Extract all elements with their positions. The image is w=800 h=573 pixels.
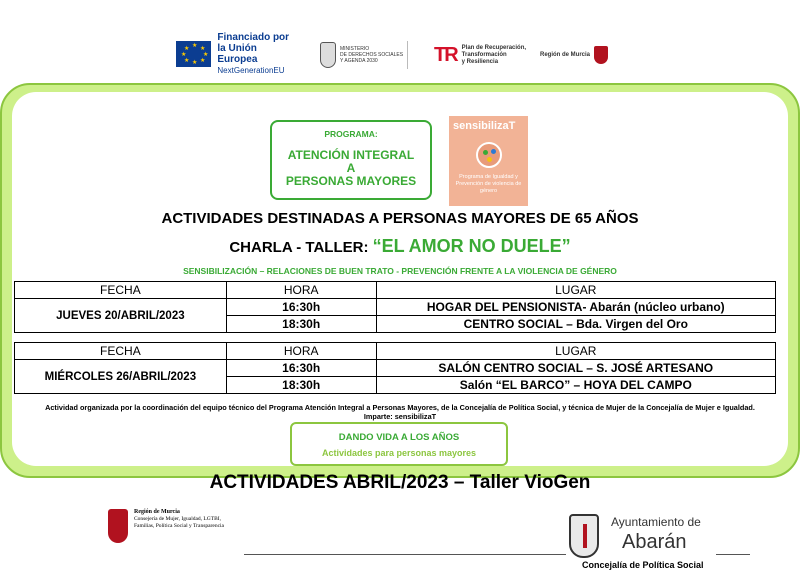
- eu-line-1: Financiado por: [217, 32, 290, 43]
- ministry-logo: [320, 40, 424, 70]
- tr-logo-icon: TR: [434, 43, 457, 66]
- rm-line-1: Consejería de Mujer, Igualdad, LGTBI,: [134, 516, 221, 522]
- recovery-plan-logo: [434, 40, 538, 70]
- plan-line-1: Plan de Recuperación,: [461, 44, 527, 51]
- consejeria-logo: [108, 505, 248, 549]
- main-title: ACTIVIDADES DESTINADAS A PERSONAS MAYORES DE 65 AÑOS: [161, 210, 639, 227]
- place-cell: HOGAR DEL PENSIONISTA- Abarán (núcleo urbano): [376, 299, 775, 316]
- programa-line-1: ATENCIÓN INTEGRAL: [287, 148, 415, 162]
- activities-title: ACTIVIDADES ABRIL/2023 – Taller VioGen: [209, 472, 591, 493]
- date-cell: JUEVES 20/ABRIL/2023: [15, 299, 227, 333]
- programa-line-2: A: [346, 161, 356, 175]
- ayuntamiento-label: Ayuntamiento de: [611, 515, 701, 529]
- charla-prefix: CHARLA - TALLER:: [229, 239, 373, 256]
- footnote-text: Actividad organizada por la coordinación del equipo técnico del Programa Atención Integral a Personas Mayores, de la Concejalía de Política Social, y técnica de Mujer de la Concejalía de Mujer e Igualdad.: [45, 403, 755, 412]
- header-fecha: FECHA: [15, 282, 227, 299]
- table-row: [15, 360, 776, 377]
- table-row: [15, 299, 776, 316]
- sensibilizat-title: sensibilizaT: [453, 120, 516, 132]
- ministry-line-1: MINISTERIO: [340, 46, 370, 52]
- date-cell: MIÉRCOLES 26/ABRIL/2023: [15, 360, 227, 394]
- ministry-line-2: DE DERECHOS SOCIALES: [340, 52, 404, 58]
- header-hora: HORA: [226, 343, 376, 360]
- charla-title: [0, 236, 800, 257]
- abaran-crest-icon: [569, 514, 599, 558]
- abaran-label: Abarán: [622, 531, 687, 553]
- footer-divider-left: [244, 554, 566, 555]
- head-icon: [476, 142, 502, 168]
- time-cell: 16:30h: [226, 360, 376, 377]
- rm-title: Región de Murcia: [134, 509, 180, 515]
- sensibilizat-subtitle: Programa de Igualdad y Prevención de violencia de género: [455, 174, 522, 194]
- place-cell: CENTRO SOCIAL – Bda. Virgen del Oro: [376, 316, 775, 333]
- programa-box: [270, 120, 432, 200]
- schedule-table-1: [14, 281, 776, 333]
- table-header-row: [15, 282, 776, 299]
- schedule-table-2: [14, 342, 776, 394]
- spain-crest-icon: [320, 42, 336, 68]
- logo-divider: [407, 41, 408, 69]
- dando-vida-subtitle: Actividades para personas mayores: [321, 448, 477, 458]
- header-fecha: FECHA: [15, 343, 227, 360]
- region-murcia-logo: [540, 40, 620, 70]
- eu-funding-logo: [176, 32, 294, 75]
- time-cell: 18:30h: [226, 316, 376, 333]
- header-hora: HORA: [226, 282, 376, 299]
- plan-line-3: y Resiliencia: [461, 58, 499, 65]
- eu-line-2: la Unión Europea: [217, 43, 258, 65]
- dando-vida-box: [290, 422, 508, 466]
- ministry-line-3: Y AGENDA 2030: [340, 58, 378, 64]
- rm-line-2: Familias, Política Social y Transparencia: [134, 523, 224, 529]
- time-cell: 18:30h: [226, 377, 376, 394]
- header-lugar: LUGAR: [376, 282, 775, 299]
- programa-line-3: PERSONAS MAYORES: [285, 174, 417, 188]
- footnote: [14, 403, 786, 421]
- concejalia-label: Concejalía de Política Social: [582, 560, 704, 570]
- imparte-text: Imparte: sensibilizaT: [363, 412, 437, 421]
- dando-vida-title: DANDO VIDA A LOS AÑOS: [338, 432, 460, 443]
- charla-name: “EL AMOR NO DUELE”: [372, 236, 571, 256]
- subtitle-line: SENSIBILIZACIÓN – RELACIONES DE BUEN TRATO - PREVENCIÓN FRENTE A LA VIOLENCIA DE GÉNERO: [183, 266, 617, 276]
- eu-line-3: NextGenerationEU: [217, 66, 285, 75]
- time-cell: 16:30h: [226, 299, 376, 316]
- eu-flag-icon: ★ ★ ★ ★ ★ ★ ★ ★: [176, 41, 211, 67]
- footer-divider-right: [716, 554, 750, 555]
- place-cell: SALÓN CENTRO SOCIAL – S. JOSÉ ARTESANO: [376, 360, 775, 377]
- place-cell: Salón “EL BARCO” – HOYA DEL CAMPO: [376, 377, 775, 394]
- region-label: Región de Murcia: [540, 52, 591, 58]
- programa-label: PROGRAMA:: [324, 129, 378, 139]
- table-header-row: [15, 343, 776, 360]
- plan-line-2: Transformación: [461, 51, 507, 58]
- murcia-shield-icon: [594, 46, 608, 64]
- header-lugar: LUGAR: [376, 343, 775, 360]
- murcia-shield-icon: [108, 509, 128, 543]
- sensibilizat-logo: [449, 116, 528, 206]
